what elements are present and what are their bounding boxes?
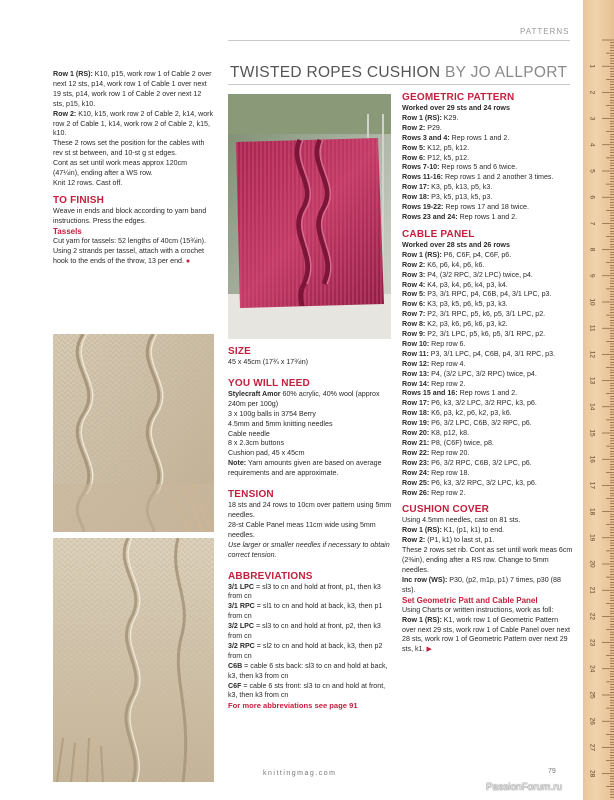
need-line: 8 x 2.3cm buttons [228,439,284,448]
pattern-row [402,310,573,320]
row-text: P12, k5, p12. [425,153,470,162]
row-text: Rep rows 5 and 6 twice. [439,163,518,172]
row-label: Row 17: [402,183,430,192]
size-text: 45 x 45cm (17¾ x 17¾in) [228,358,309,366]
tassels-text-2-body: Using 2 strands per tassel, attach with a crochet hook to the ends of the throw, 13 per end. [53,246,205,265]
tension-text-1: 18 sts and 24 rows to 10cm over pattern using 5mm needles. [228,501,392,519]
geo-rows [402,114,573,223]
footer-site: knittingmag.com [263,770,337,777]
row-text: Rep rows 1 and 2. [449,133,510,142]
row-label: Row 26: [402,488,430,497]
ruler-number: 4 [588,142,596,147]
ruler-number: 20 [588,560,596,568]
row-text: K6, p6, k4, p6, k6. [425,260,485,269]
pattern-row [402,459,573,469]
row-label: Row 13: [402,369,430,378]
ruler-number: 22 [588,612,596,621]
ruler-number: 5 [588,169,596,173]
set-heading: Set Geometric Patt and Cable Panel [402,595,538,605]
row-label: Rows 15 and 16: [402,389,458,398]
row-text: P2, 3/1 RPC, p5, k6, p5, 3/1 LPC, p2. [425,310,546,319]
pattern-row [402,281,573,291]
row-text: K6, p3, k2, p6, k2, p3, k6. [429,409,512,418]
pattern-row [402,183,573,193]
cable-sub: Worked over 28 sts and 26 rows [402,240,510,249]
row-text: K10, k15, work row 2 of Cable 2, k14, work row 2 of Cable 1, k14, work row 2 of Cable 2, k15, k10. [53,109,214,138]
pattern-row [402,261,573,271]
pattern-row [402,479,573,489]
pattern-row [402,330,573,340]
row-text: Rep row 2. [429,379,466,388]
ruler-number: 21 [588,586,596,594]
pattern-row [402,213,573,223]
note [228,459,393,479]
set-row [402,616,573,656]
size-heading: SIZE [228,346,252,357]
tassels-heading: Tassels [53,226,82,236]
row-label: Row 18: [402,193,430,202]
tension-text-2: 28-st Cable Panel meas 11cm wide using 5mm needles. [228,520,376,539]
page-title [230,64,567,82]
pattern-row [402,134,573,144]
abbr-term: 3/2 RPC [228,641,255,650]
pattern-row [402,144,573,154]
pattern-row [402,439,573,449]
row-label: Row 6: [402,300,426,309]
row-label: Row 17: [402,399,430,408]
ruler-number: 12 [588,350,596,359]
pattern-row [402,251,573,261]
cover-text: These 2 rows set rib. Cont as set until work meas 6cm (2⅜in), ending after a RS row. Change to 5mm needles. [402,546,573,574]
need-line: 3 x 100g balls in 3754 Berry [228,409,316,418]
cushion-photo [228,94,391,339]
need-line: Cable needle [228,429,270,438]
pattern-row [402,320,573,330]
row-label: Row 12: [402,359,430,368]
abbr-item [228,642,393,662]
row-label: Rows 19-22: [402,203,444,212]
pattern-row [402,350,573,360]
row-label: Row 8: [402,320,426,329]
cover-row [402,536,573,546]
row-label: Row 23: [402,458,430,467]
row-label: Row 1 (RS): [402,113,442,122]
row-text: Rep row 20. [429,448,470,457]
row-label: Row 1 (RS): [402,250,442,259]
tassels-text-2 [53,247,214,267]
row-label: Row 2: [402,123,426,132]
row-label: Rows 7-10: [402,163,440,172]
throw-photo-bottom [53,538,214,782]
pattern-row [402,290,573,300]
row-text: K29. [441,113,459,122]
row-label: Row 2: [53,109,77,118]
ruler-number: 18 [588,507,596,516]
header-rule [228,40,570,41]
row-text: P4, (3/2 RPC, 3/2 LPC) twice, p4. [425,270,533,279]
row-label: Row 6: [402,153,426,162]
row-label: Row 7: [402,310,426,319]
pattern-row [402,449,573,459]
section-label: PATTERNS [520,27,570,36]
end-mark: ● [185,256,191,265]
need-heading: YOU WILL NEED [228,377,310,389]
ruler-number: 26 [588,717,596,725]
row-text: P4, (3/2 LPC, 3/2 RPC) twice, p4. [429,369,537,378]
tassels-text-1: Cut yarn for tassels: 52 lengths of 40cm (15¾in). [53,236,206,245]
ruler-number: 10 [588,298,596,306]
abbr-def: = sl2 to cn and hold at back, k3, then p2 from cn [228,641,383,660]
abbr-def: = sl3 to cn and hold at front, p1, then k3 from cn [228,582,381,601]
pattern-row [402,173,573,183]
more-abbr-link[interactable]: For more abbreviations see page 91 [228,701,358,711]
row-text: K3, p5, k13, p5, k3. [429,183,493,192]
row-label: Row 14: [402,379,430,388]
ruler-number: 25 [588,691,596,699]
abbr-item [228,682,393,702]
row-label: Row 19: [402,419,430,428]
set-text: Using Charts or written instructions, work as foll: [402,605,554,614]
row-text: P6, 3/2 LPC, C6B, 3/2 RPC, p6. [429,419,532,428]
pattern-row [402,300,573,310]
row-text: P8, (C6F) twice, p8. [429,439,494,447]
pattern-row [402,360,573,370]
row-text: Rep row 6. [429,339,466,348]
row-text: P6, k3, 3/2 RPC, 3/2 LPC, k3, p6. [429,478,537,487]
cable-heading: CABLE PANEL [402,228,475,240]
row-label: Row 22: [402,448,430,457]
row-text: P6, C6F, p4, C6F, p6. [441,250,512,259]
pattern-row [402,409,573,419]
pattern-row [402,203,573,213]
abbr-term: 3/1 LPC [228,582,255,591]
row-label: Row 1 (RS): [402,526,442,535]
ruler-number: 8 [588,247,596,252]
left-para-3: Knit 12 rows. Cast off. [53,178,123,187]
right-column [402,92,573,655]
row-label: Row 10: [402,339,430,348]
row-text: P6, 3/2 RPC, C6B, 3/2 LPC, p6. [429,458,532,467]
left-row-1 [53,70,214,110]
pattern-row [402,389,573,399]
yarn-text: 60% acrylic, 40% wool (approx 240m per 100g) [228,389,380,408]
row-text: Rep row 2. [429,488,466,497]
abbr-def: = cable 6 sts front: sl3 to cn and hold at front, k3, then k3 from cn [228,681,386,700]
row-text: K2, p3, k6, p6, k6, p3, k2. [425,320,508,329]
row-text: P29. [425,123,442,132]
left-para-1: These 2 rows set the position for the cables with rev st st between, and 10-st g st edges. [53,139,205,158]
row-text: Rep row 18. [429,468,470,477]
ruler-number: 16 [588,455,596,463]
ruler-number: 27 [588,743,596,752]
pattern-row [402,469,573,479]
watermark: PassionForum.ru [486,782,563,793]
yarn-label: Stylecraft Amor [228,389,281,398]
pattern-row [402,193,573,203]
ruler-number: 11 [588,324,596,332]
note-label: Note: [228,459,247,468]
row-label: Rows 11-16: [402,173,444,182]
row-text: P2, 3/1 LPC, p5, k6, p5, 3/1 RPC, p2. [425,330,546,339]
row-text: K3, p3, k5, p6, k5, p3, k3. [425,300,508,309]
continue-arrow-icon: ▶ [426,645,432,654]
need-line: 4.5mm and 5mm knitting needles [228,419,333,428]
row-text: Rep rows 17 and 18 twice. [443,203,529,212]
pattern-row [402,380,573,390]
row-label: Row 4: [402,280,426,289]
ruler-ticks [583,0,614,800]
byline: BY JO ALLPORT [445,64,568,81]
ruler-number: 13 [588,376,596,385]
ruler-number: 9 [588,273,596,278]
row-label: Rows 23 and 24: [402,212,458,221]
row-text: P3, 3/1 LPC, p4, C6B, p4, 3/1 RPC, p3. [428,349,555,358]
abbr-term: C6F [228,681,242,690]
tension-text-3: Use larger or smaller needles if necessary to obtain correct tension. [228,540,390,559]
pattern-row [402,399,573,409]
title-text: TWISTED ROPES CUSHION [230,64,441,81]
abbr-term: 3/1 RPC [228,602,255,611]
pattern-row [402,419,573,429]
abbr-def: = cable 6 sts back: sl3 to cn and hold at back, k3, then k3 from cn [228,661,388,680]
row-text: Rep rows 1 and 2. [457,212,518,221]
row-text: K1, work row 1 of Geometric Pattern over next 29 sts, work row 1 of Cable Panel over next 28 sts, work row 1 of Geometric Pattern over next 29 sts, k1. [402,615,570,654]
abbr-item [228,583,393,603]
row-label: Row 11: [402,349,429,358]
row-text: K8, p12, k8. [429,429,470,438]
tension-heading: TENSION [228,489,274,501]
row-text: Rep rows 1 and 2. [457,389,518,398]
abbr-def: = sl1 to cn and hold at back, k3, then p1 from cn [228,602,383,621]
row-text: P30, (p2, m1p, p1) 7 times, p30 (88 sts). [402,575,561,594]
abbr-term: C6B [228,661,243,670]
ruler-number: 1 [588,64,596,69]
row-label: Inc row (WS): [402,575,448,584]
ruler-number: 7 [588,221,596,226]
cover-heading: CUSHION COVER [402,504,490,516]
yarn-line [228,390,393,410]
row-label: Row 1 (RS): [402,615,442,624]
row-text: K12, p5, k12. [425,143,470,152]
abbr-item [228,662,393,682]
abbr-item [228,602,393,622]
row-label: Row 5: [402,290,426,299]
ruler-number: 17 [588,481,596,490]
row-text: (P1, k1) to last st, p1. [425,536,495,545]
finish-text: Weave in ends and block according to yarn band instructions. Press the edges. [53,206,207,225]
row-label: Row 5: [402,143,426,152]
pattern-row [402,154,573,164]
pattern-row [402,370,573,380]
row-label: Row 2: [402,260,426,269]
ruler-number: 23 [588,638,596,647]
ruler-number: 24 [588,665,596,673]
row-label: Row 24: [402,468,430,477]
ruler-number: 19 [588,534,596,542]
cover-inc [402,576,573,596]
row-text: P3, k5, p13, k5, p3. [429,193,493,202]
row-label: Row 20: [402,429,430,438]
cover-intro: Using 4.5mm needles, cast on 81 sts. [402,516,521,525]
pattern-row [402,489,573,499]
row-label: Row 21: [402,439,430,447]
row-label: Row 9: [402,330,426,339]
row-label: Row 2: [402,536,426,545]
need-line: Cushion pad, 45 x 45cm [228,449,305,458]
ruler-number: 28 [588,769,596,778]
row-label: Row 1 (RS): [53,70,93,78]
left-row-2 [53,110,214,140]
row-label: Row 18: [402,409,430,418]
throw-photo-top [53,334,214,532]
ruler-number: 6 [588,195,596,200]
abbr-item [228,622,393,642]
row-label: Row 25: [402,478,430,487]
ruler-number: 3 [588,116,596,121]
row-label: Rows 3 and 4: [402,133,450,142]
cover-row [402,526,573,536]
left-column [53,70,214,266]
pattern-row [402,429,573,439]
geo-heading: GEOMETRIC PATTERN [402,92,515,103]
ruler-number: 2 [588,90,596,95]
geo-sub: Worked over 29 sts and 24 rows [402,104,510,112]
row-text: Rep rows 1 and 2 another 3 times. [443,173,554,182]
left-para-2: Cont as set until work meas approx 120cm (47¼in), ending after a WS row. [53,159,188,178]
row-text: P3, 3/1 RPC, p4, C6B, p4, 3/1 LPC, p3. [425,290,552,299]
finish-heading: TO FINISH [53,194,105,206]
row-text: K1, (p1, k1) to end. [441,526,505,535]
row-text: Rep row 4. [429,359,466,368]
abbr-term: 3/2 LPC [228,622,255,631]
ruler-number: 14 [588,403,596,411]
cable-rows [402,251,573,499]
ruler [583,0,614,800]
pattern-row [402,340,573,350]
pattern-row [402,271,573,281]
title-rule [228,84,570,85]
row-text: P6, k3, 3/2 LPC, 3/2 RPC, k3, p6. [429,399,537,408]
middle-column [228,346,393,711]
pattern-row [402,163,573,173]
row-text: K10, p15, work row 1 of Cable 2 over next 12 sts, p14, work row 1 of Cable 1 over next 19 sts, p14, work row 1 of Cable 2 over next 12 sts, p15, k10. [53,70,212,108]
abbr-heading: ABBREVIATIONS [228,570,313,582]
pattern-row [402,114,573,124]
footer-page-number: 79 [548,768,556,775]
ruler-number: 15 [588,429,596,437]
row-text: K4, p3, k4, p6, k4, p3, k4. [425,280,508,289]
abbr-def: = sl3 to cn and hold at front, p2, then k3 from cn [228,622,381,641]
pattern-row [402,124,573,134]
note-text: Yarn amounts given are based on average requirements and are approximate. [228,459,382,478]
row-label: Row 3: [402,270,426,279]
